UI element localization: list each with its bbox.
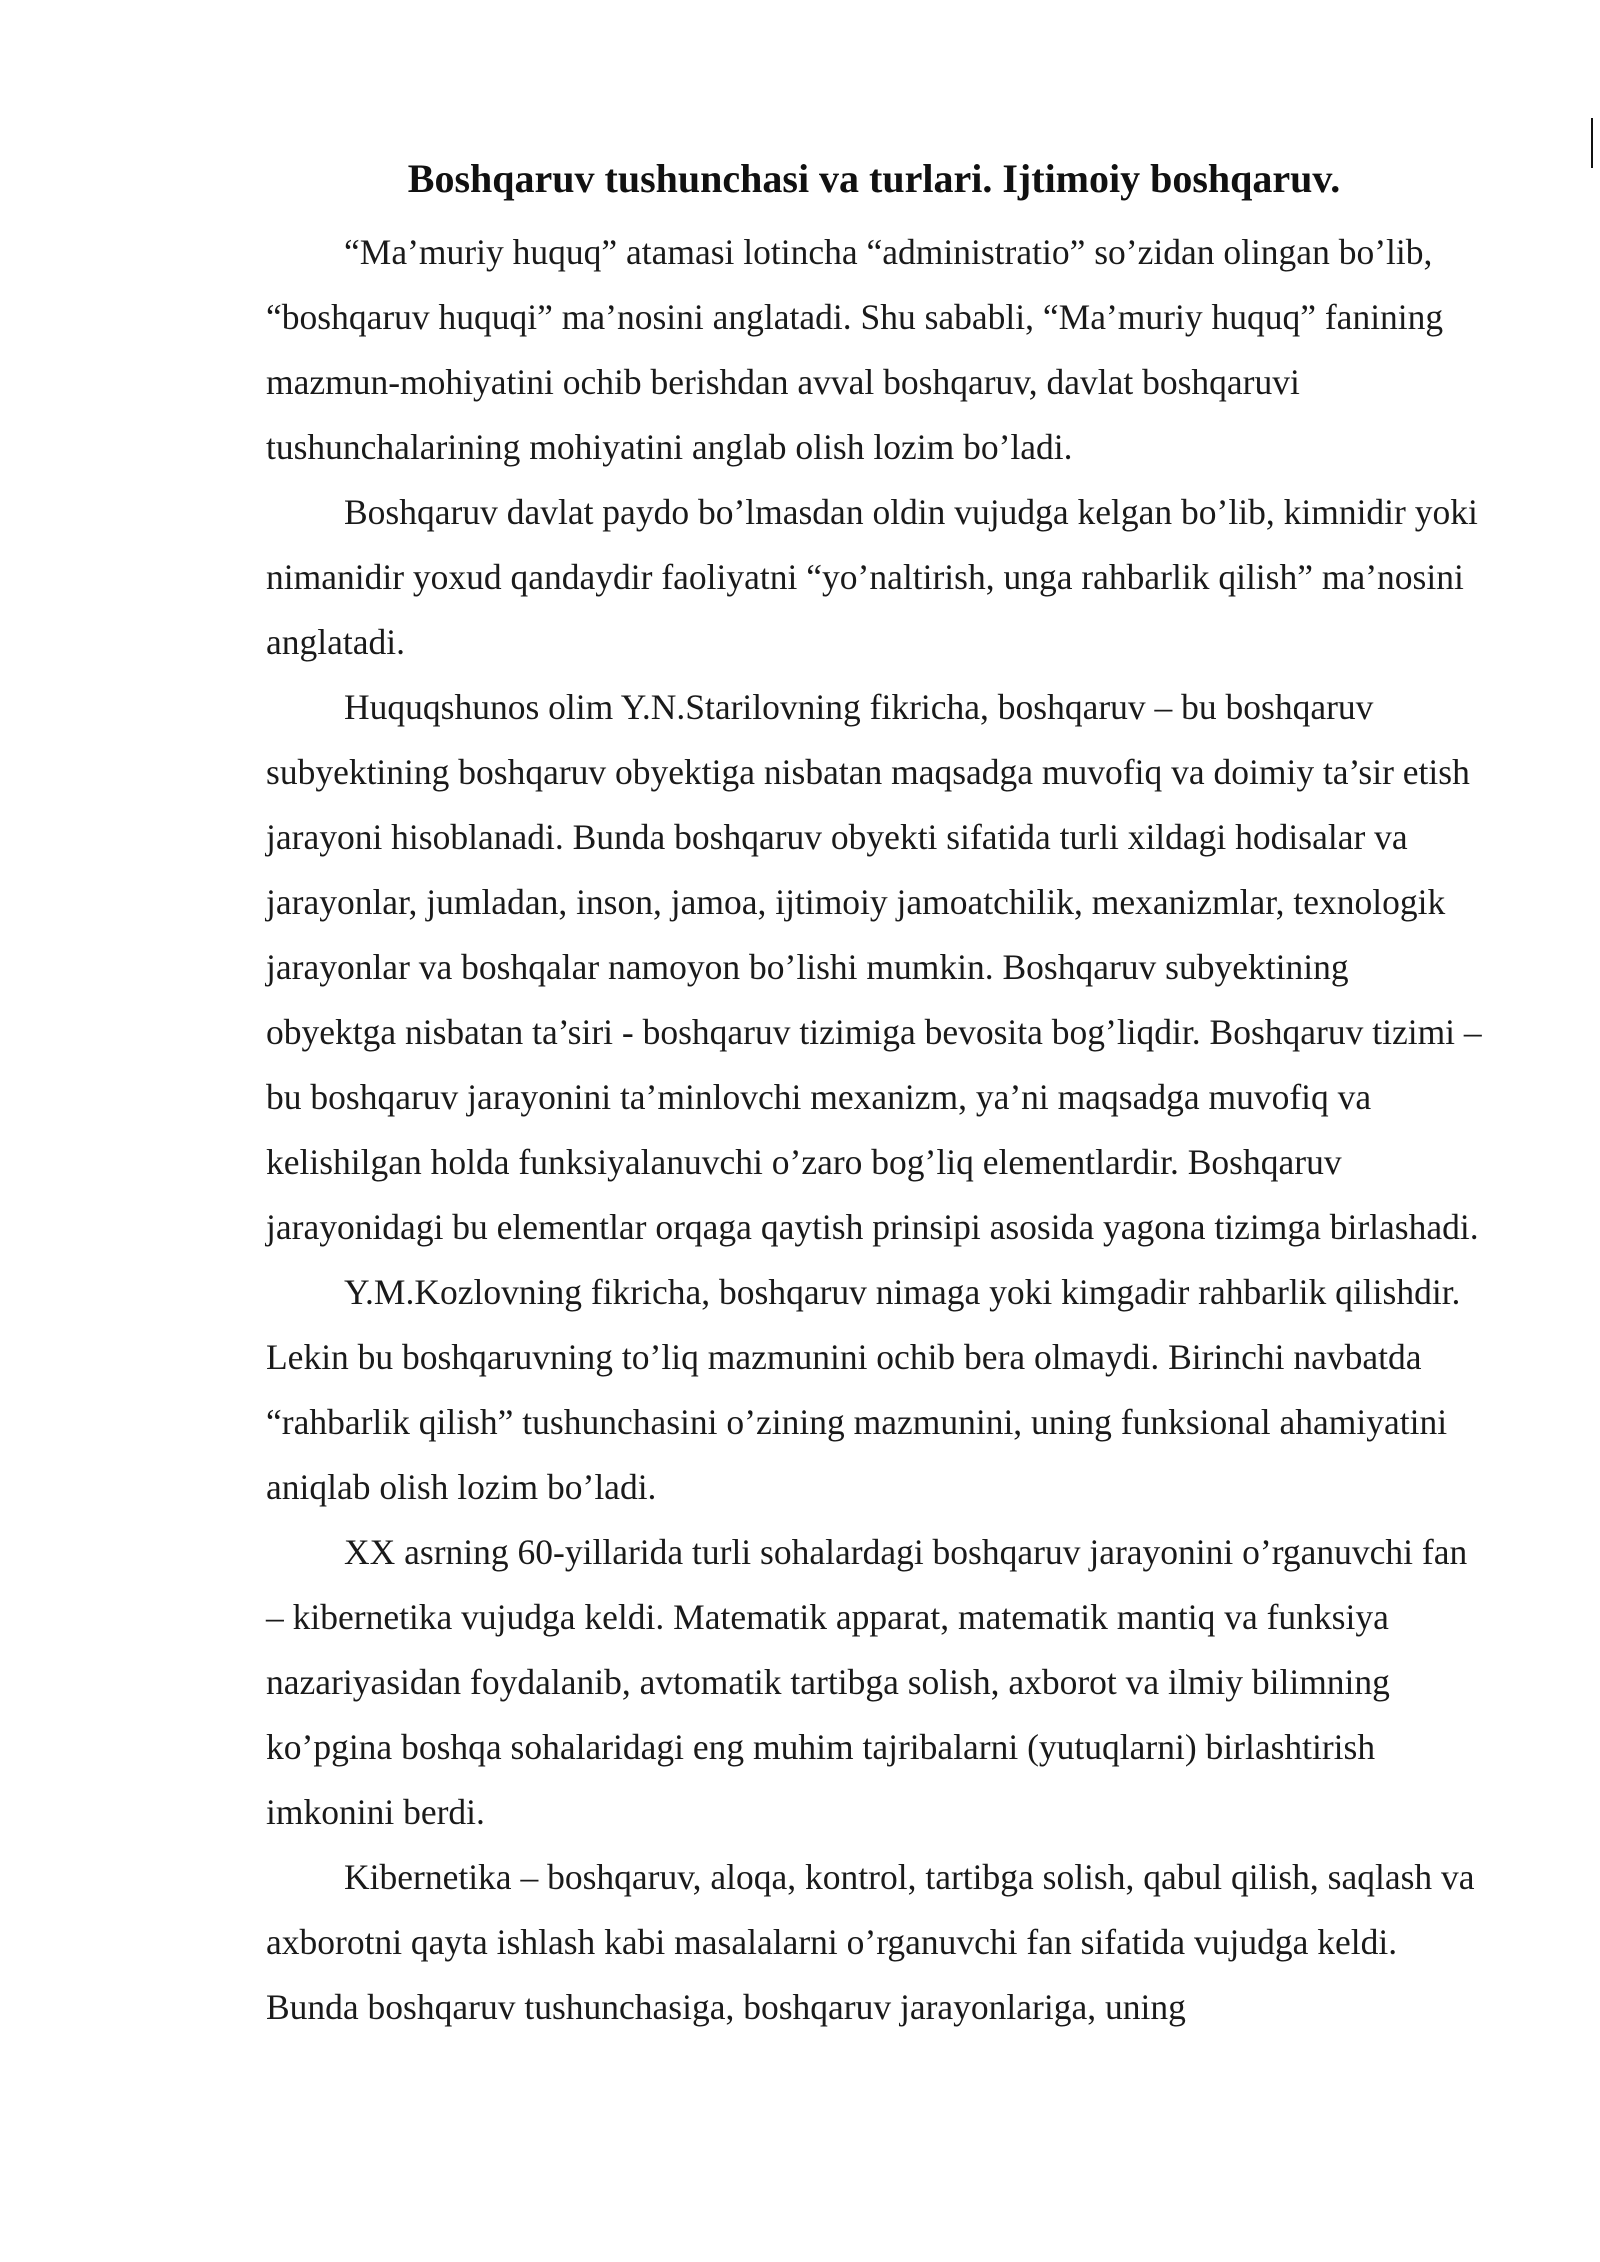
document-title: Boshqaruv tushunchasi va turlari. Ijtimoiy boshqaruv. (407, 156, 1341, 201)
paragraph-4: Y.M.Kozlovning fikricha, boshqaruv nimaga yoki kimgadir rahbarlik qilishdir. Lekin bu boshqaruvning to’liq mazmunini ochib bera olmaydi. Birinchi navbatda “rahbarlik qilish” tushunchasini o’zining mazmunini, uning funksional ahamiyatini aniqlab olish lozim bo’ladi. (266, 1272, 1461, 1507)
paragraph-5: XX asrning 60-yillarida turli sohalardagi boshqaruv jarayonini o’rganuvchi fan – kibernetika vujudga keldi. Matematik apparat, matematik mantiq va funksiya nazariyasidan foydalanib, avtomatik tartibga solish, axborot va ilmiy bilimning ko’pgina boshqa sohalaridagi eng muhim tajribalarni (yutuqlarni) birlashtirish imkonini berdi. (266, 1532, 1468, 1832)
document-body (266, 148, 1482, 2040)
paragraph-2: Boshqaruv davlat paydo bo’lmasdan oldin vujudga kelgan bo’lib, kimnidir yoki nimanidir yoxud qandaydir faoliyatni “yo’naltirish, unga rahbarlik qilish” ma’nosini anglatadi. (266, 492, 1478, 662)
paragraph-1: “Ma’muriy huquq” atamasi lotincha “administratio” so’zidan olingan bo’lib, “boshqaruv huquqi” ma’nosini anglatadi. Shu sababli, “Ma’muriy huquq” fanining mazmun-mohiyatini ochib berishdan avval boshqaruv, davlat boshqaruvi tushunchalarining mohiyatini anglab olish lozim bo’ladi. (266, 232, 1444, 467)
paragraph-3: Huquqshunos olim Y.N.Starilovning fikricha, boshqaruv – bu boshqaruv subyektining boshqaruv obyektiga nisbatan maqsadga muvofiq va doimiy ta’sir etish jarayoni hisoblanadi. Bunda boshqaruv obyekti sifatida turli xildagi hodisalar va jarayonlar, jumladan, inson, jamoa, ijtimoiy jamoatchilik, mexanizmlar, texnologik jarayonlar va boshqalar namoyon bo’lishi mumkin. Boshqaruv subyektining obyektga nisbatan ta’siri - boshqaruv tizimiga bevosita bog’liqdir. Boshqaruv tizimi – bu boshqaruv jarayonini ta’minlovchi mexanizm, ya’ni maqsadga muvofiq va kelishilgan holda funksiyalanuvchi o’zaro bog’liq elementlardir. Boshqaruv jarayonidagi bu elementlar orqaga qaytish prinsipi asosida yagona tizimga birlashadi. (266, 687, 1482, 1247)
page-edge-line (1591, 118, 1593, 168)
paragraph-6: Kibernetika – boshqaruv, aloqa, kontrol, tartibga solish, qabul qilish, saqlash va axborotni qayta ishlash kabi masalalarni o’rganuvchi fan sifatida vujudga keldi. Bunda boshqaruv tushunchasiga, boshqaruv jarayonlariga, uning (266, 1857, 1475, 2027)
